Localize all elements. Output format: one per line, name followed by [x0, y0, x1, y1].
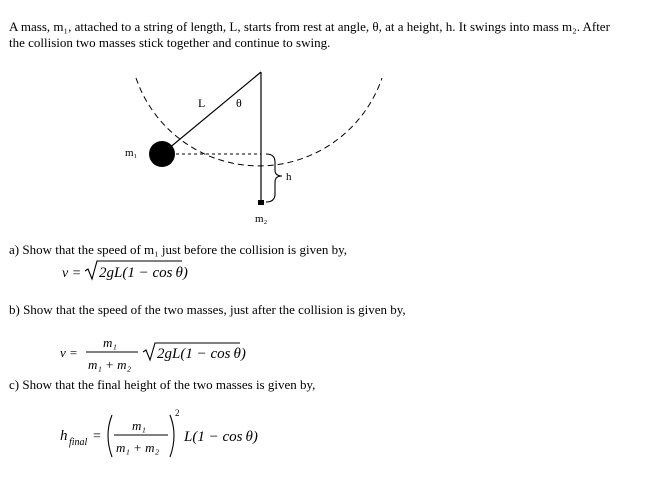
part-c-equals: = — [93, 429, 101, 444]
label-L: L — [198, 96, 206, 110]
height-brace — [266, 154, 282, 202]
mass-m1 — [149, 141, 175, 167]
label-theta: θ — [236, 96, 242, 110]
part-c-exponent: 2 — [175, 408, 180, 418]
part-c-tail: L(1 − cos θ) — [184, 429, 258, 445]
part-b-frac-den: m₁ + m₂ — [88, 357, 132, 372]
part-b-frac-num: m₁ — [103, 335, 117, 350]
part-a-equation — [0, 258, 260, 284]
part-c-h: h — [60, 428, 68, 444]
part-a-prompt: a) Show that the speed of m₁ just before the collision is given by, — [9, 242, 348, 257]
label-m2: m₂ — [255, 213, 268, 225]
label-m1: m₁ — [125, 147, 138, 159]
part-b-sqrt-body: 2gL(1 − cos θ) — [157, 346, 246, 362]
mass-m2 — [258, 200, 264, 205]
pendulum-diagram — [0, 0, 649, 240]
part-c-right-paren — [170, 415, 174, 457]
string-L — [162, 72, 261, 154]
part-b-equation — [0, 332, 300, 378]
label-h: h — [286, 171, 292, 183]
intro-line-2: the collision two masses stick together and continue to swing. — [9, 35, 331, 50]
part-b-v-equals: v = — [60, 345, 78, 360]
part-c-left-paren — [108, 415, 112, 457]
part-c-frac-num: m₁ — [132, 418, 146, 433]
part-a-v-equals: v = — [62, 266, 82, 281]
part-c-frac-den: m₁ + m₂ — [116, 440, 160, 455]
part-c-prompt: c) Show that the final height of the two masses is given by, — [9, 377, 316, 392]
intro-line-1: A mass, m₁, attached to a string of length, L, starts from rest at angle, θ, at a height, h. It swings into mass m₂. After — [9, 19, 610, 34]
part-c-equation — [0, 405, 320, 467]
part-c-h-subscript: final — [69, 437, 88, 448]
part-b-prompt: b) Show that the speed of the two masses, just after the collision is given by, — [9, 302, 406, 317]
part-a-sqrt-body: 2gL(1 − cos θ) — [99, 265, 188, 281]
